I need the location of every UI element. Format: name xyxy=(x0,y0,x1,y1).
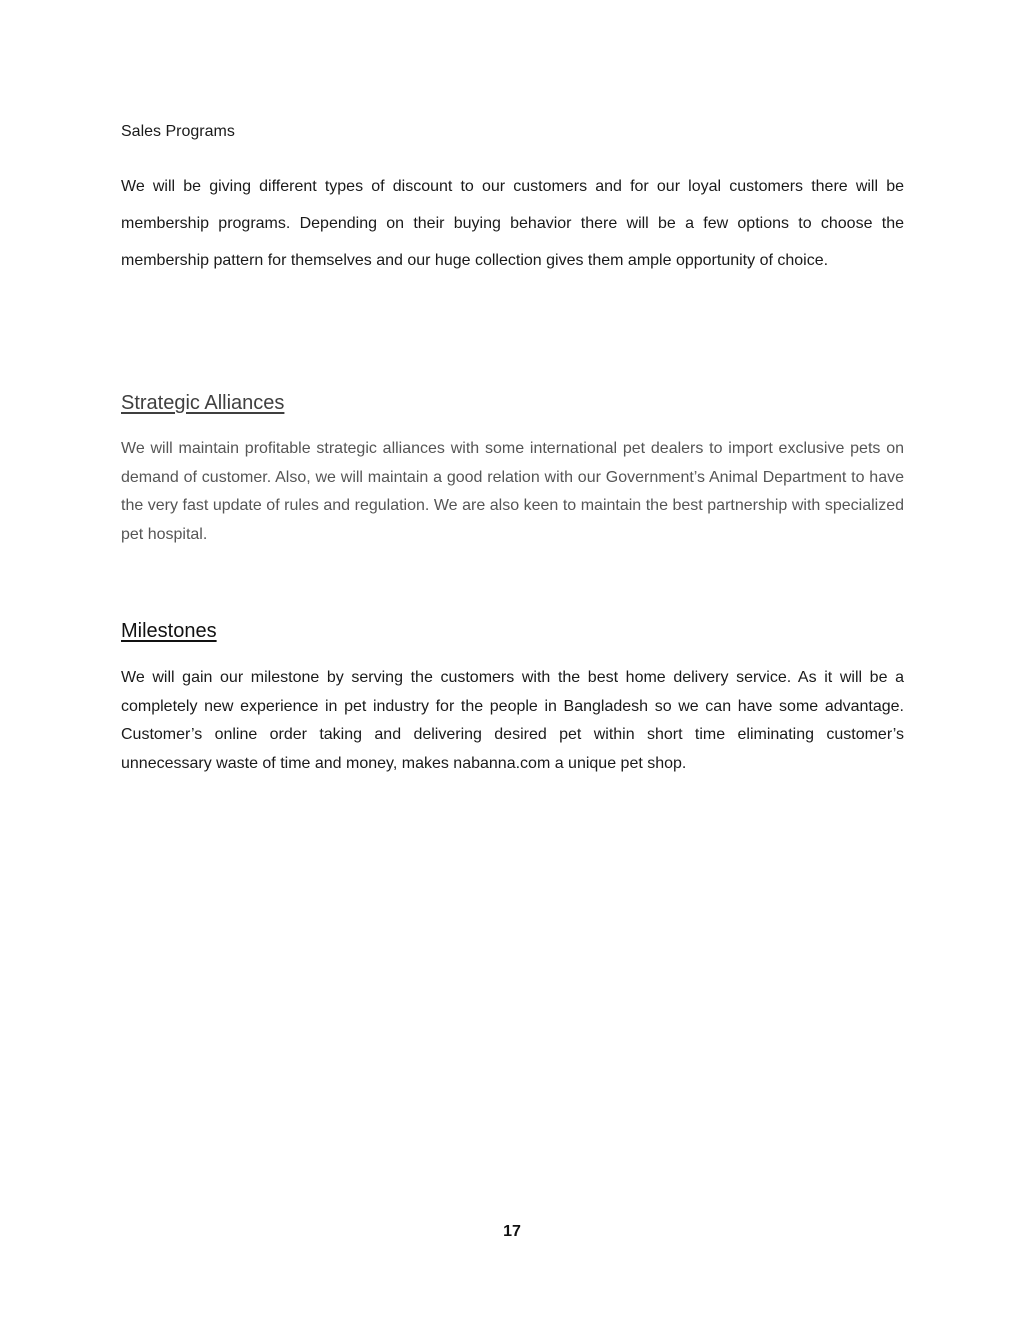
sales-programs-paragraph: We will be giving different types of discount to our customers and for our loyal customers there will be membership programs. Depending on their buying behavior there will be a few options to choose the membership pattern for themselves and our huge collection gives them ample opportunity of choice. xyxy=(121,178,904,269)
milestones-paragraph: We will gain our milestone by serving the customers with the best home delivery service. As it will be a completely new experience in pet industry for the people in Bangladesh so we can have some advantage. Customer’s online order taking and delivering desired pet within short time eliminating customer’s unnecessary waste of time and money, makes nabanna.com a unique pet shop. xyxy=(121,669,904,772)
strategic-alliances-heading: Strategic Alliances xyxy=(121,392,285,414)
milestones-section xyxy=(121,618,904,644)
page-number: 17 xyxy=(503,1223,521,1240)
strategic-alliances-body-section xyxy=(121,435,904,549)
milestones-body-section xyxy=(121,664,904,778)
strategic-alliances-section xyxy=(121,390,904,416)
sales-programs-section xyxy=(121,122,904,142)
sales-programs-label: Sales Programs xyxy=(121,123,235,140)
strategic-alliances-paragraph: We will maintain profitable strategic alliances with some international pet dealers to import exclusive pets on demand of customer. Also, we will maintain a good relation with our Government’s Animal Department to have the very fast update of rules and regulation. We are also keen to maintain the best partnership with specialized pet hospital. xyxy=(121,440,904,543)
sales-programs-body-section xyxy=(121,168,904,279)
milestones-heading: Milestones xyxy=(121,620,217,642)
